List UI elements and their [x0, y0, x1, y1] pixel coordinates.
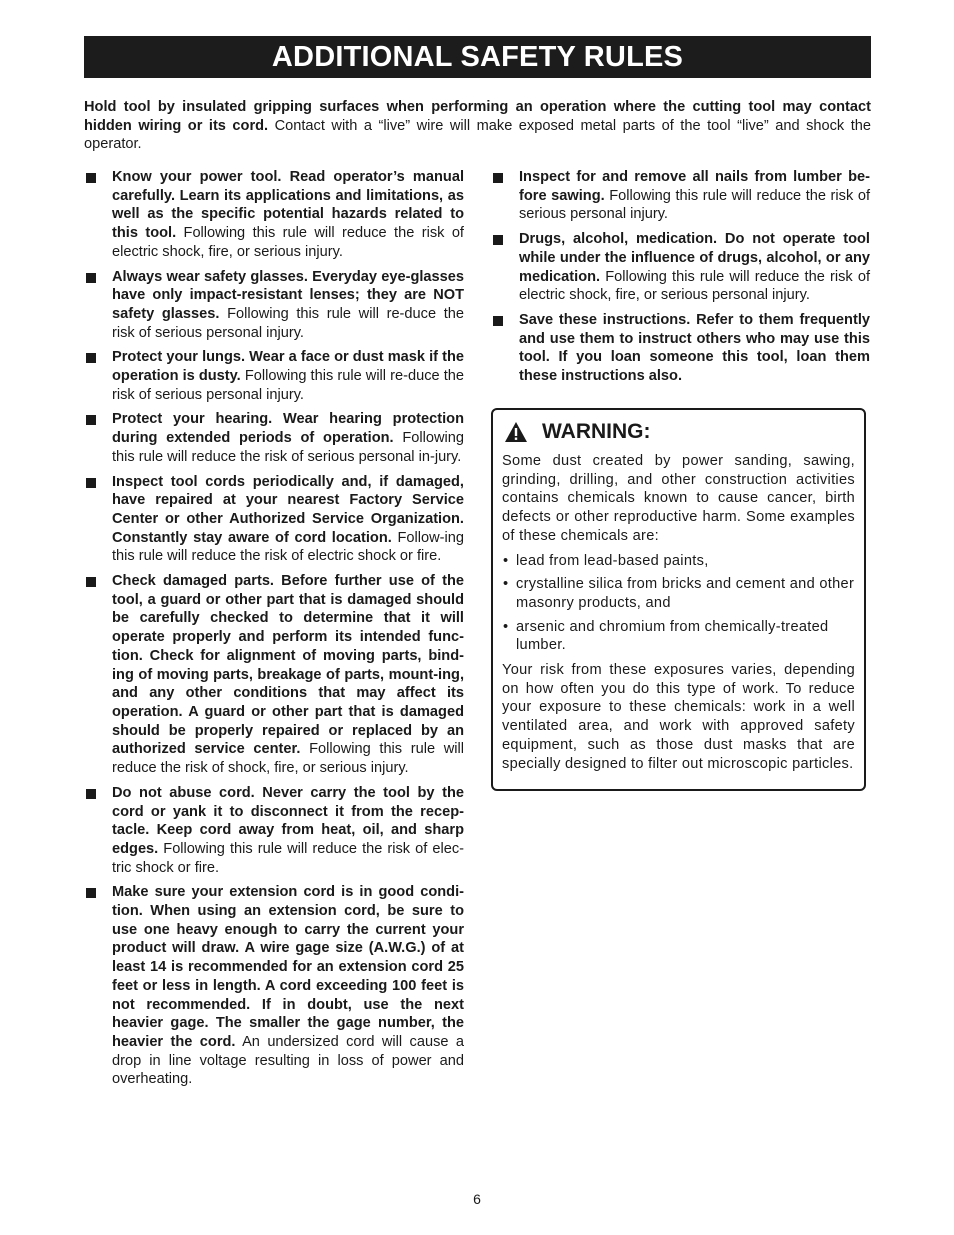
square-bullet-icon: [86, 888, 96, 898]
bullet-dot-icon: •: [503, 552, 509, 569]
rule-text: Following this rule will reduce the risk of electric shock, fire, or serious injury.: [112, 225, 464, 260]
rule-item: [84, 572, 464, 778]
rule-item: [84, 784, 464, 878]
warning-header: [502, 420, 855, 444]
rule-text: An undersized cord will cause a drop in line voltage resulting in loss of power and overheating.: [112, 1033, 465, 1088]
rule-text: Following this rule will reduce the risk of electric shock, fire, or serious personal injury.: [519, 268, 870, 304]
rule-bold: Always wear safety glasses. Everyday eye-glasses have only impact-resistant lenses; they are NOT safety glasses.: [112, 268, 464, 322]
square-bullet-icon: [493, 235, 503, 245]
rule-item: [491, 168, 870, 224]
list-item: [502, 552, 855, 571]
intro-paragraph: [84, 98, 871, 154]
rule-bold: Know your power tool. Read operator’s manual carefully. Learn its applications and limitations, as well as the specific potential hazards related to this tool.: [112, 169, 464, 242]
rule-item: [84, 268, 464, 343]
square-bullet-icon: [86, 173, 96, 183]
rule-text: Following this rule will reduce the risk of serious personal injury.: [519, 187, 870, 223]
left-column: [84, 168, 464, 1095]
rule-item: [84, 410, 464, 466]
square-bullet-icon: [86, 478, 96, 488]
warning-triangle-icon: [504, 421, 528, 443]
rule-text: Following this rule will re-duce the risk of serious personal injury.: [112, 305, 464, 341]
rule-bold: Check damaged parts. Before further use of the tool, a guard or other part that is damaged should be carefully checked to determine that it will operate properly and perform its intended func-tion. Check for alignment of moving parts, bind-ing of moving parts, breakage of parts, mount-ing, and any other conditions that may affect its operation. A guard or other part that is damaged should be properly repaired or replaced by an authorized service center.: [112, 573, 464, 758]
warning-paragraph: Some dust created by power sanding, sawing, grinding, drilling, and other construction activities contains chemicals known to cause cancer, birth defects or other reproductive harm. Some examples of these chemicals are:: [502, 453, 855, 544]
rule-bold: Protect your hearing. Wear hearing protection during extended periods of operation.: [112, 411, 464, 447]
square-bullet-icon: [86, 353, 96, 363]
intro-bold: Hold tool by insulated gripping surfaces when performing an operation where the cutting tool may contact hidden wiring or its cord.: [84, 99, 871, 134]
rule-item: [84, 473, 464, 567]
list-item: [502, 618, 855, 655]
warning-box: [491, 408, 866, 791]
rule-item: [84, 883, 464, 1089]
rule-text: Following this rule will reduce the risk of elec-tric shock or fire.: [112, 840, 464, 876]
rule-item: [84, 168, 464, 262]
list-item-text: lead from lead-based paints,: [516, 552, 709, 569]
square-bullet-icon: [86, 415, 96, 425]
rule-bold: Save these instructions. Refer to them frequently and use them to instruct others who may use this tool. If you loan someone this tool, loan them these instructions also.: [519, 311, 870, 385]
rule-bold: Inspect tool cords periodically and, if damaged, have repaired at your nearest Factory Service Center or other Authorized Service Organization. Constantly stay aware of cord location.: [112, 473, 464, 546]
bullet-dot-icon: •: [503, 618, 509, 635]
rule-item: [84, 348, 464, 404]
rule-text: Following this rule will reduce the risk of serious personal in-jury.: [112, 430, 464, 465]
page-title: ADDITIONAL SAFETY RULES: [271, 40, 684, 73]
page-number: 6: [473, 1191, 481, 1207]
bullet-dot-icon: •: [503, 576, 509, 593]
title-bar: [84, 36, 871, 78]
warning-heading: WARNING:: [542, 420, 651, 443]
rule-bold: Make sure your extension cord is in good condi-tion. When using an extension cord, be sure to use one heavy enough to carry the current your product will draw. A wire gage size (A.W.G.) of at least 14 is recommended for an extension cord 25 feet or less in length. A cord exceeding 100 feet is not recommended. If in doubt, use the next heavier gage. The smaller the gage number, the heavier the cord.: [112, 884, 464, 1050]
rule-text: Follow-ing this rule will reduce the risk of electric shock or fire.: [112, 529, 465, 565]
warning-list: [502, 552, 855, 656]
rule-bold: Protect your lungs. Wear a face or dust mask if the operation is dusty.: [112, 349, 464, 385]
rule-text: Following this rule will re-duce the risk of serious personal injury.: [112, 368, 464, 403]
square-bullet-icon: [86, 577, 96, 587]
rule-text: Following this rule will reduce the risk of shock, fire, or serious injury.: [112, 741, 464, 777]
right-column: [491, 168, 870, 392]
rule-bold: Do not abuse cord. Never carry the tool by the cord or yank it to disconnect it from the recep-tacle. Keep cord away from heat, oil, and sharp edges.: [112, 784, 464, 857]
list-item-text: arsenic and chromium from chemically-treated lumber.: [516, 618, 829, 654]
rule-item: [491, 311, 870, 386]
square-bullet-icon: [493, 316, 503, 326]
rule-item: [491, 230, 870, 305]
list-item: [502, 575, 855, 612]
rule-bold: Inspect for and remove all nails from lumber be-fore sawing.: [519, 169, 870, 204]
square-bullet-icon: [493, 173, 503, 183]
intro-text: Contact with a “live” wire will make exposed metal parts of the tool “live” and shock the operator.: [84, 117, 871, 153]
square-bullet-icon: [86, 789, 96, 799]
rule-bold: Drugs, alcohol, medication. Do not operate tool while under the influence of drugs, alcohol, or any medication.: [519, 231, 870, 285]
square-bullet-icon: [86, 273, 96, 283]
list-item-text: crystalline silica from bricks and cement and other masonry products, and: [516, 576, 855, 611]
warning-paragraph: Your risk from these exposures varies, depending on how often you do this type of work. To reduce your exposure to these chemicals: work in a well ventilated area, and work with approved safety equipment, such as those dust masks that are specially designed to filter out microscopic particles.: [502, 662, 855, 772]
